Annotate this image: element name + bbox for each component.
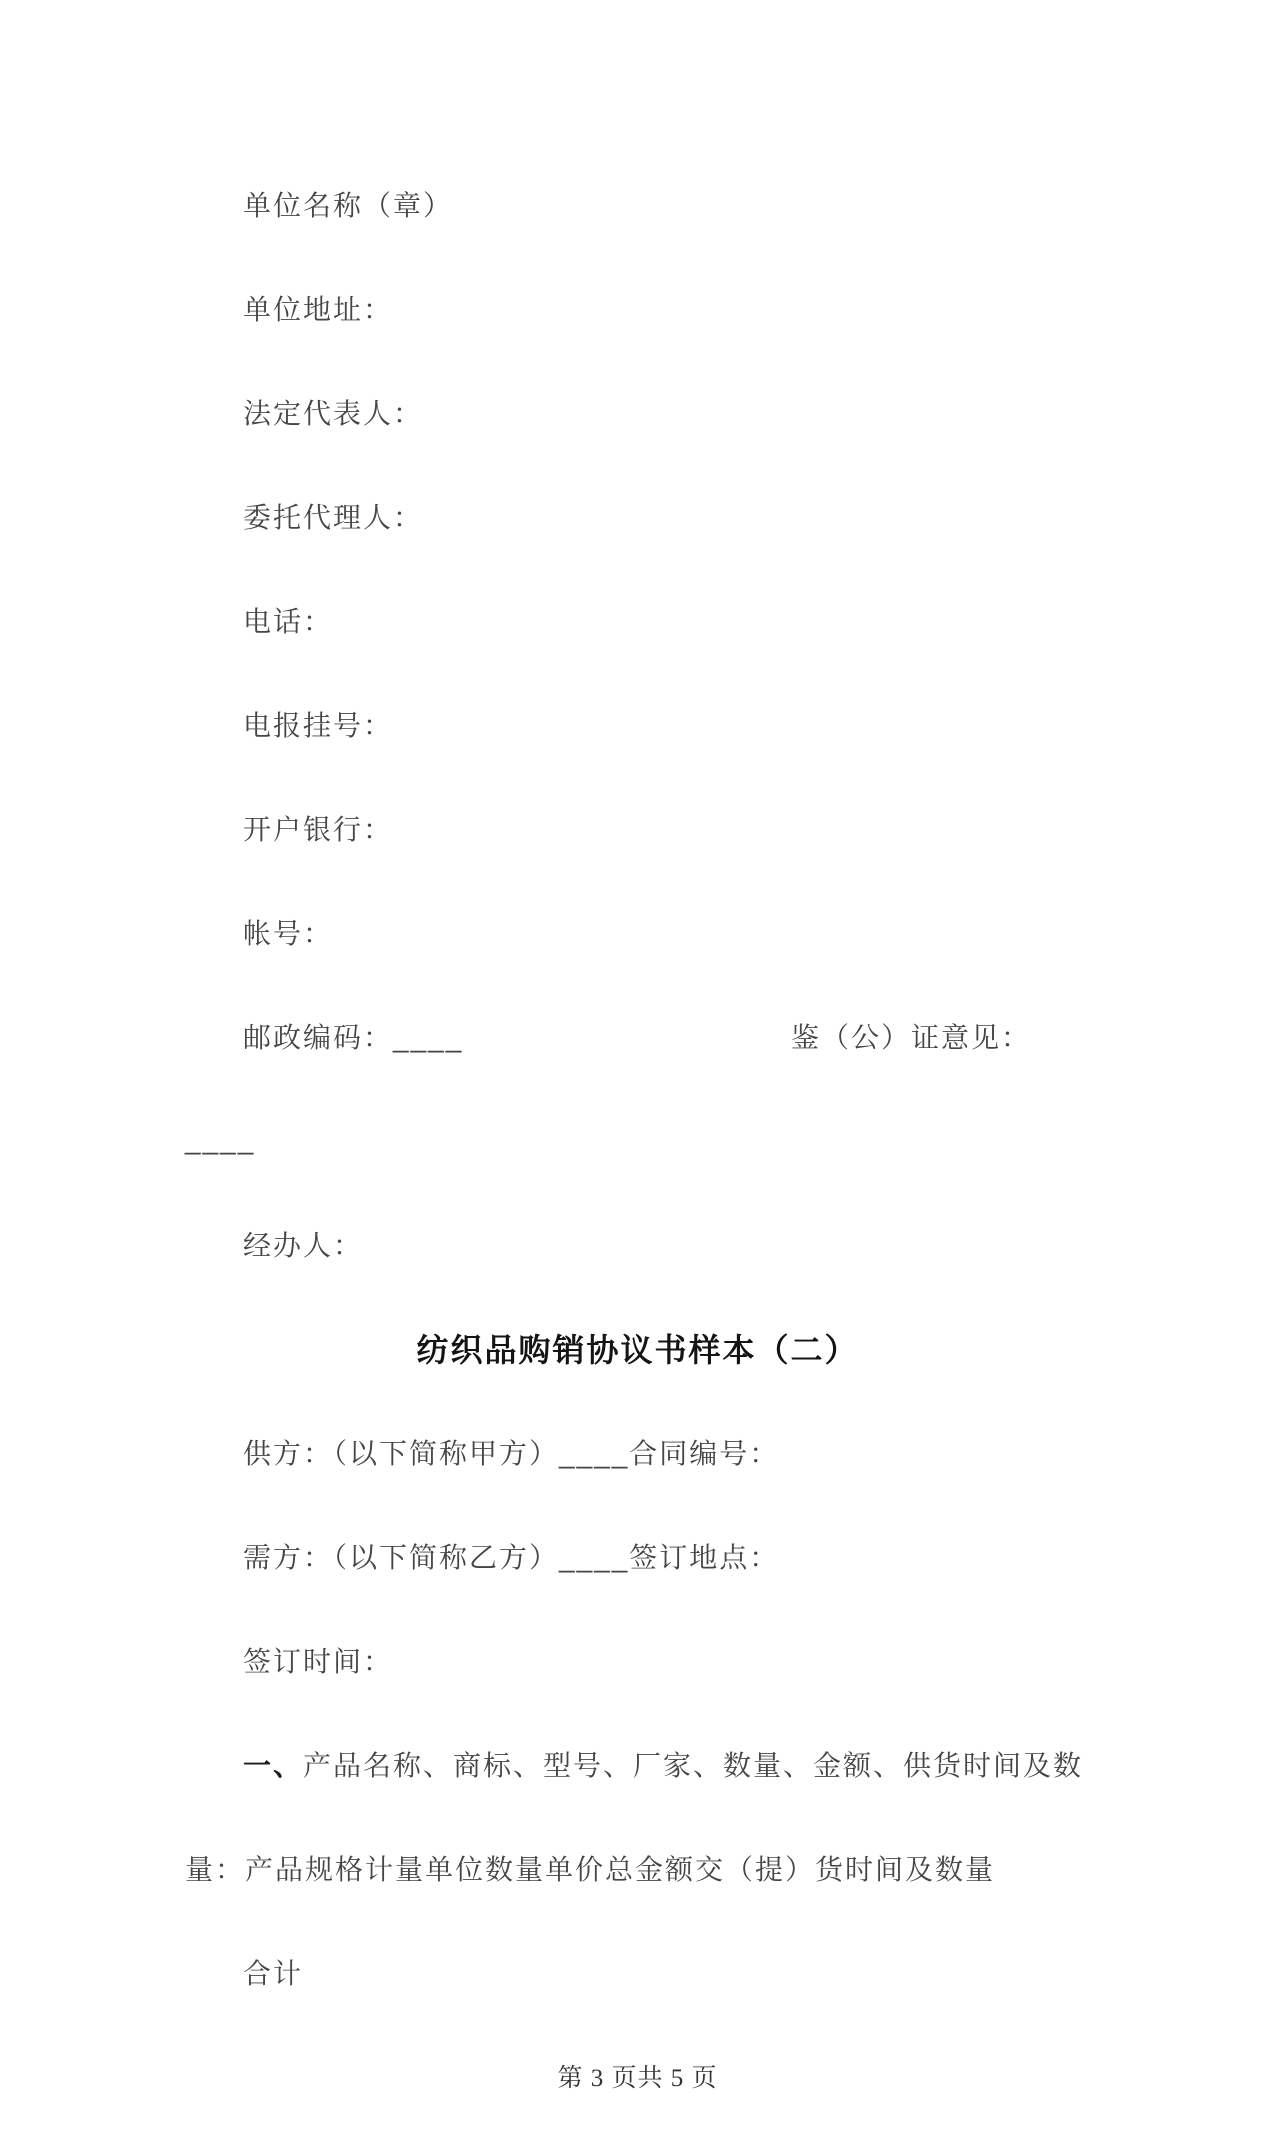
- total-label: 合计: [243, 1958, 304, 1989]
- field-cable-number: 电报挂号：: [243, 710, 394, 741]
- clause-one-text: 产品名称、商标、型号、厂家、数量、金额、供货时间及数: [303, 1750, 1084, 1781]
- field-phone: 电话：: [243, 606, 334, 637]
- field-unit-name: 单位名称（章）: [243, 190, 454, 221]
- clause-one-continuation: 量：产品规格计量单位数量单价总金额交（提）货时间及数量: [185, 1854, 996, 1885]
- blank-underline: ____: [185, 1124, 256, 1155]
- field-postal-code: 邮政编码：____: [243, 1022, 464, 1053]
- field-handler: 经办人：: [243, 1230, 364, 1261]
- page-footer: 第 3 页共 5 页: [557, 2065, 718, 2092]
- field-unit-address: 单位地址：: [243, 294, 394, 325]
- field-sign-time: 签订时间：: [243, 1646, 394, 1677]
- clause-one-line: [185, 1726, 1090, 1802]
- field-bank: 开户银行：: [243, 814, 394, 845]
- document-page: [185, 138, 1090, 2139]
- field-legal-representative: 法定代表人：: [243, 398, 424, 429]
- field-supplier: 供方：（以下简称甲方）____合同编号：: [243, 1438, 780, 1469]
- field-postal-code-row: [185, 998, 1090, 1074]
- field-entrusted-agent: 委托代理人：: [243, 502, 424, 533]
- field-account-number: 帐号：: [243, 918, 334, 949]
- clause-one-marker: 一、: [243, 1750, 304, 1781]
- document-title: 纺织品购销协议书样本（二）: [416, 1332, 859, 1368]
- field-buyer: 需方：（以下简称乙方）____签订地点：: [243, 1542, 780, 1573]
- notary-opinion-label: 鉴（公）证意见：: [791, 1022, 1032, 1053]
